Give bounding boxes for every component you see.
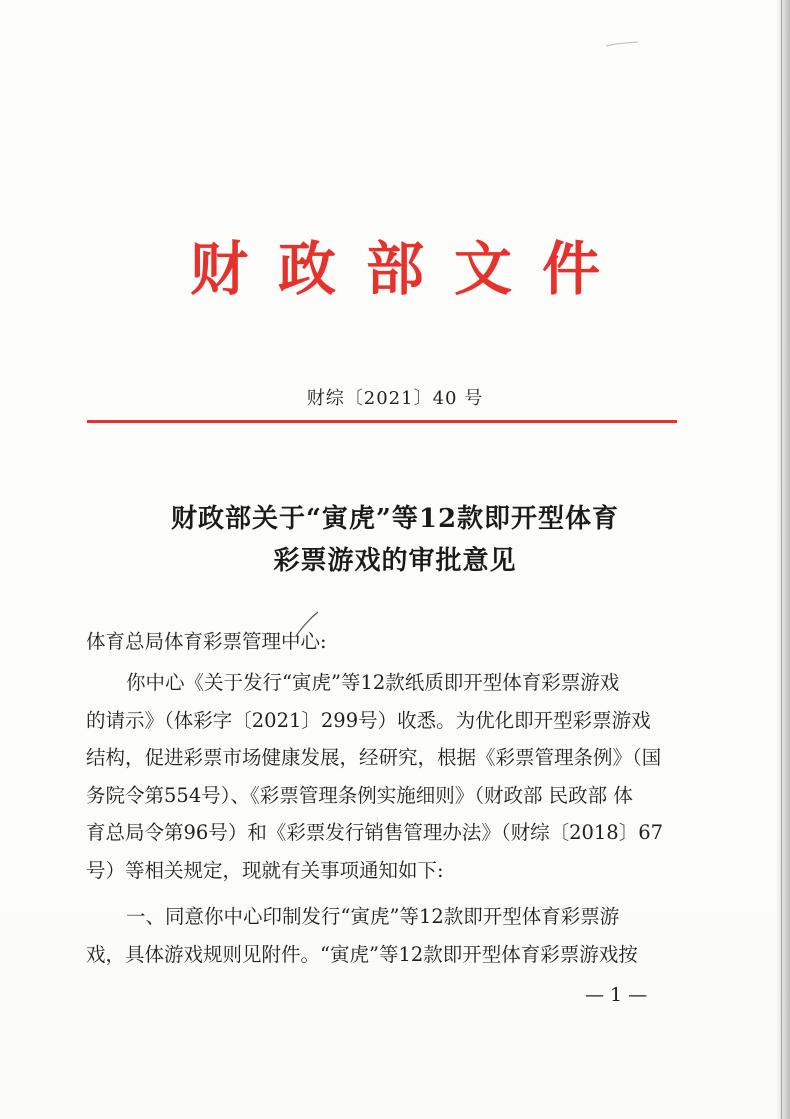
body-paragraph-2 (86, 898, 686, 973)
scan-artifact (604, 40, 644, 48)
document-number: 财综〔2021〕40 号 (306, 388, 484, 409)
addressee: 体育总局体育彩票管理中心: (86, 630, 327, 653)
body-paragraphs (86, 664, 686, 889)
document-title-line-1: 财政部关于“寅虎”等12款即开型体育 (170, 504, 620, 534)
body-line: 号）等相关规定，现就有关事项通知如下: (86, 858, 444, 882)
masthead: 财政部文件 (189, 235, 630, 303)
body-line: 务院令第554号）、《彩票管理条例实施细则》（财政部 民政部 体 (86, 783, 633, 807)
red-divider-line (87, 420, 677, 423)
page-number: — 1 — (585, 984, 648, 1006)
body-line: 你中心《关于发行“寅虎”等12款纸质即开型体育彩票游戏 (126, 671, 620, 694)
body-line: 结构，促进彩票市场健康发展，经研究，根据《彩票管理条例》（国 (86, 746, 662, 769)
body-line: 的请示》（体彩字〔2021〕299号）收悉。为优化即开型彩票游戏 (86, 708, 651, 732)
body-line: 戏，具体游戏规则见附件。“寅虎”等12款即开型体育彩票游戏按 (86, 942, 638, 966)
body-line: 育总局令第96号）和《彩票发行销售管理办法》（财综〔2018〕67 (86, 821, 664, 844)
document-title-line-2: 彩票游戏的审批意见 (273, 546, 517, 576)
body-line: 一、同意你中心印制发行“寅虎”等12款即开型体育彩票游 (126, 905, 620, 928)
